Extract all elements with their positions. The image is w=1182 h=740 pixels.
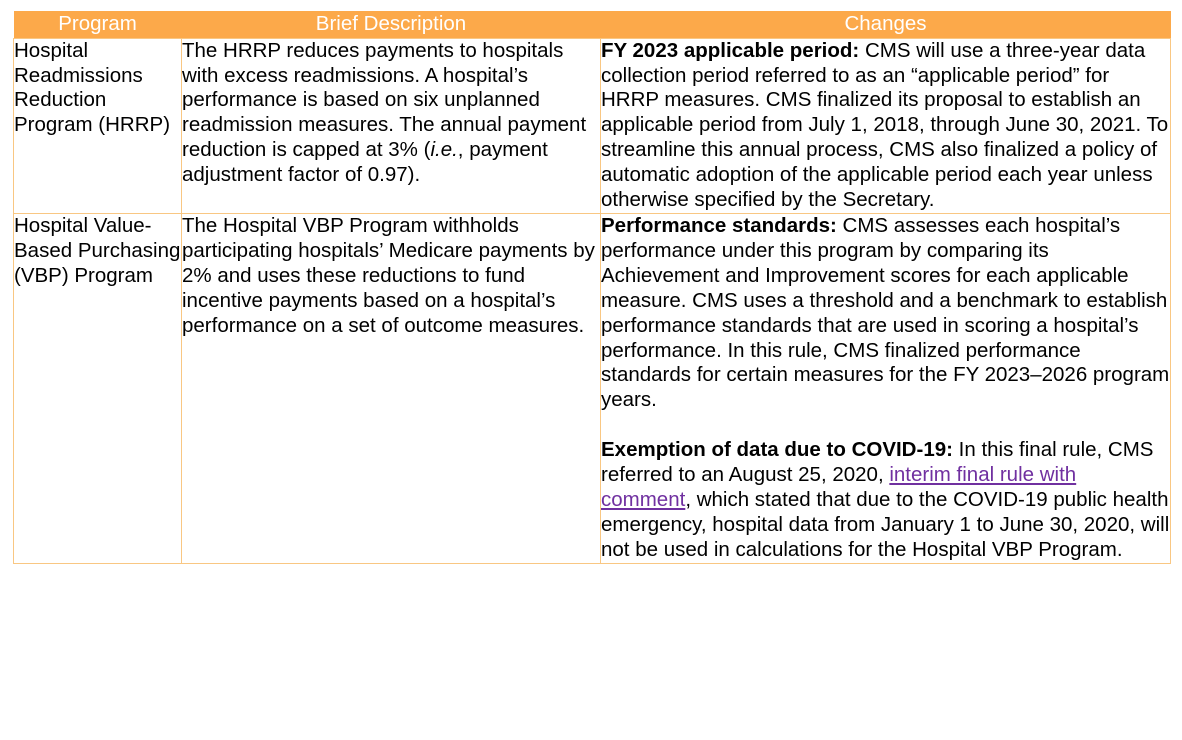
interim-final-rule-link[interactable]: interim final rule with comment <box>601 463 1077 511</box>
program-changes-table <box>13 11 1171 564</box>
brief-text-italic: i.e. <box>430 138 458 162</box>
brief-description-paragraph <box>182 39 600 188</box>
cell-program: Hospital Value-Based Purchasing (VBP) Program <box>14 213 182 563</box>
changes-paragraph-body-before-link: In this final rule, CMS referred to an August 25, 2020, <box>601 438 1154 487</box>
changes-paragraph-body: CMS assesses each hospital’s performance under this program by comparing its Achievement and Improvement scores for each applicable measure. CMS uses a threshold and a benchmark to establish performance standards that are used in scoring a hospital’s performance. In this rule, CMS finalized performance standards for certain measures for the FY 2023–2026 program years. <box>601 213 1170 412</box>
table-header <box>14 11 1171 38</box>
table-row <box>14 213 1171 563</box>
brief-description-paragraph <box>182 214 600 339</box>
brief-text-part: The Hospital VBP Program withholds participating hospitals’ Medicare payments by 2% and uses these reductions to fund incentive payments based on a hospital’s performance on a set of outcome measures. <box>182 213 595 337</box>
table-container <box>13 11 1170 564</box>
cell-brief-description <box>182 38 601 213</box>
changes-paragraph <box>601 214 1170 413</box>
changes-paragraph <box>601 39 1170 213</box>
cell-program: Hospital Readmissions Reduction Program (HRRP) <box>14 38 182 213</box>
brief-text-part: The HRRP reduces payments to hospitals with excess readmissions. A hospital’s performance is based on six unplanned readmission measures. The annual payment reduction is capped at 3% ( <box>182 38 587 162</box>
column-header-program: Program <box>14 11 182 38</box>
changes-paragraph-lead: FY 2023 applicable period: <box>601 38 860 62</box>
changes-paragraph <box>601 438 1170 563</box>
column-header-brief-description: Brief Description <box>182 11 601 38</box>
table-body <box>14 38 1171 563</box>
table-row <box>14 38 1171 213</box>
cell-changes <box>601 38 1171 213</box>
cell-brief-description <box>182 213 601 563</box>
changes-paragraph-lead: Exemption of data due to COVID-19: <box>601 438 953 462</box>
column-header-changes: Changes <box>601 11 1171 38</box>
brief-text-part-tail: , payment adjustment factor of 0.97). <box>182 138 548 187</box>
changes-paragraph-body-after-link: , which stated that due to the COVID-19 public health emergency, hospital data from January 1 to June 30, 2020, will not be used in calculations for the Hospital VBP Program. <box>601 487 1170 561</box>
changes-paragraph-lead: Performance standards: <box>601 213 837 237</box>
changes-paragraph-body: CMS will use a three-year data collection period referred to as an “applicable period” for HRRP measures. CMS finalized its proposal to establish an applicable period from July 1, 2018, through June 30, 2021. To streamline this annual process, CMS also finalized a policy of automatic adoption of the applicable period each year unless otherwise specified by the Secretary. <box>601 38 1169 212</box>
cell-changes <box>601 213 1171 563</box>
table-header-row <box>14 11 1171 38</box>
